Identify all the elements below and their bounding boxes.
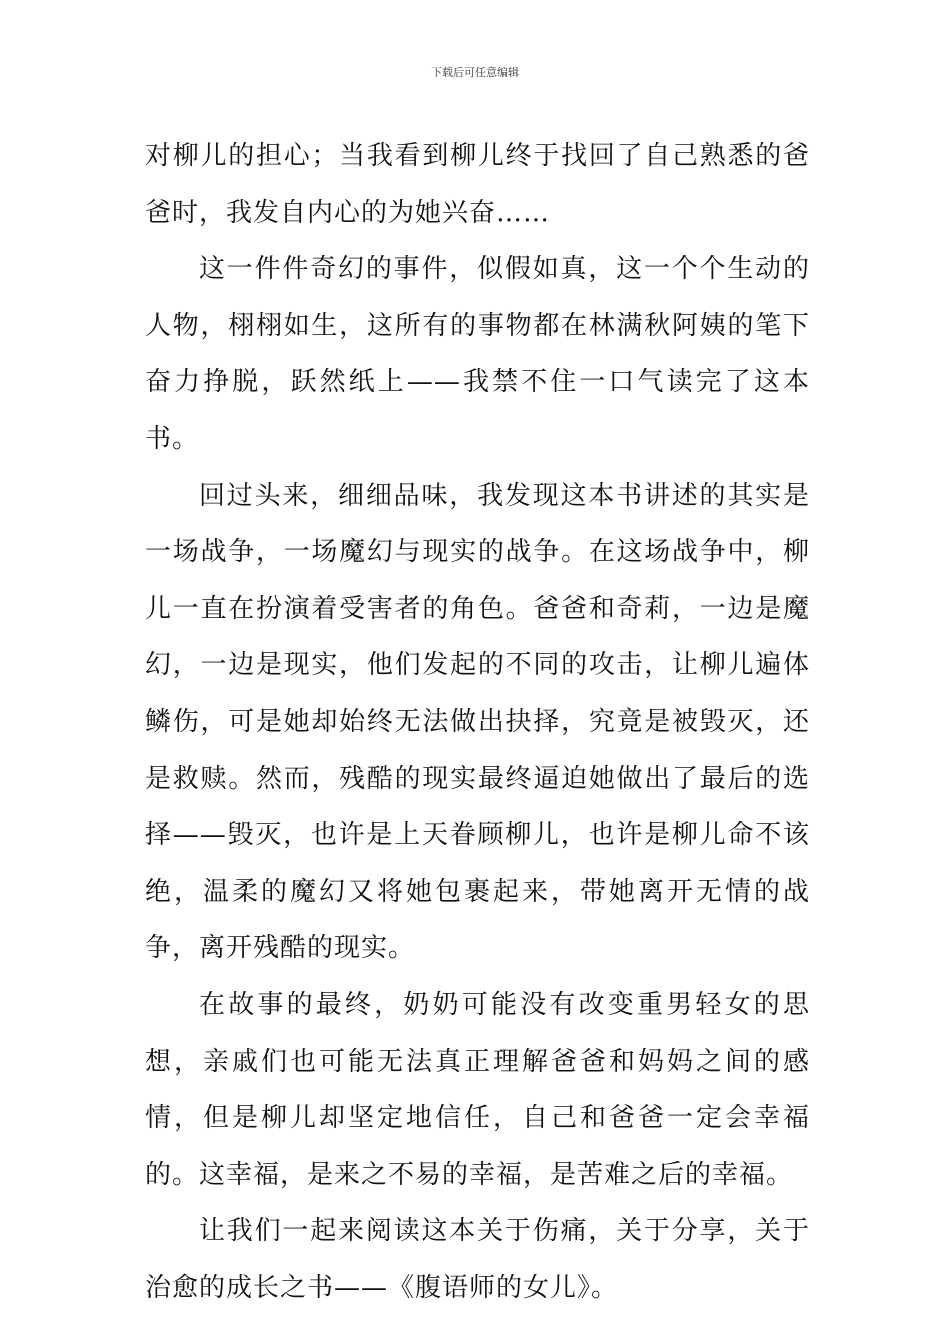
page-header: 下载后可任意编辑 <box>431 66 519 79</box>
paragraph-war-of-fantasy-reality: 回过头来，细细品味，我发现这本书讲述的其实是一场战争，一场魔幻与现实的战争。在这场战争中，柳儿一直在扮演着受害者的角色。爸爸和奇莉，一边是魔幻，一边是现实，他们发起的不同的攻击，让柳儿遍体鳞伤，可是她却始终无法做出抉择，究竟是被毁灭，还是救赎。然而，残酷的现实最终逼迫她做出了最后的选择——毁灭，也许是上天眷顾柳儿，也许是柳儿命不该绝，温柔的魔幻又将她包裹起来，带她离开无情的战争，离开残酷的现实。 <box>145 480 810 964</box>
document-body <box>145 128 810 1316</box>
paragraph-ending: 在故事的最终，奶奶可能没有改变重男轻女的思想，亲戚们也可能无法真正理解爸爸和妈妈之间的感情，但是柳儿却坚定地信任，自己和爸爸一定会幸福的。这幸福，是来之不易的幸福，是苦难之后的幸福。 <box>145 989 810 1190</box>
paragraph-fantasy-events: 这一件件奇幻的事件，似假如真，这一个个生动的人物，栩栩如生，这所有的事物都在林满秋阿姨的笔下奋力挣脱，跃然纸上——我禁不住一口气读完了这本书。 <box>145 254 810 454</box>
paragraph-invitation: 让我们一起来阅读这本关于伤痛，关于分享，关于治愈的成长之书——《腹语师的女儿》。 <box>145 1216 810 1303</box>
paragraph-continuation: 对柳儿的担心；当我看到柳儿终于找回了自己熟悉的爸爸时，我发自内心的为她兴奋…… <box>145 141 810 228</box>
